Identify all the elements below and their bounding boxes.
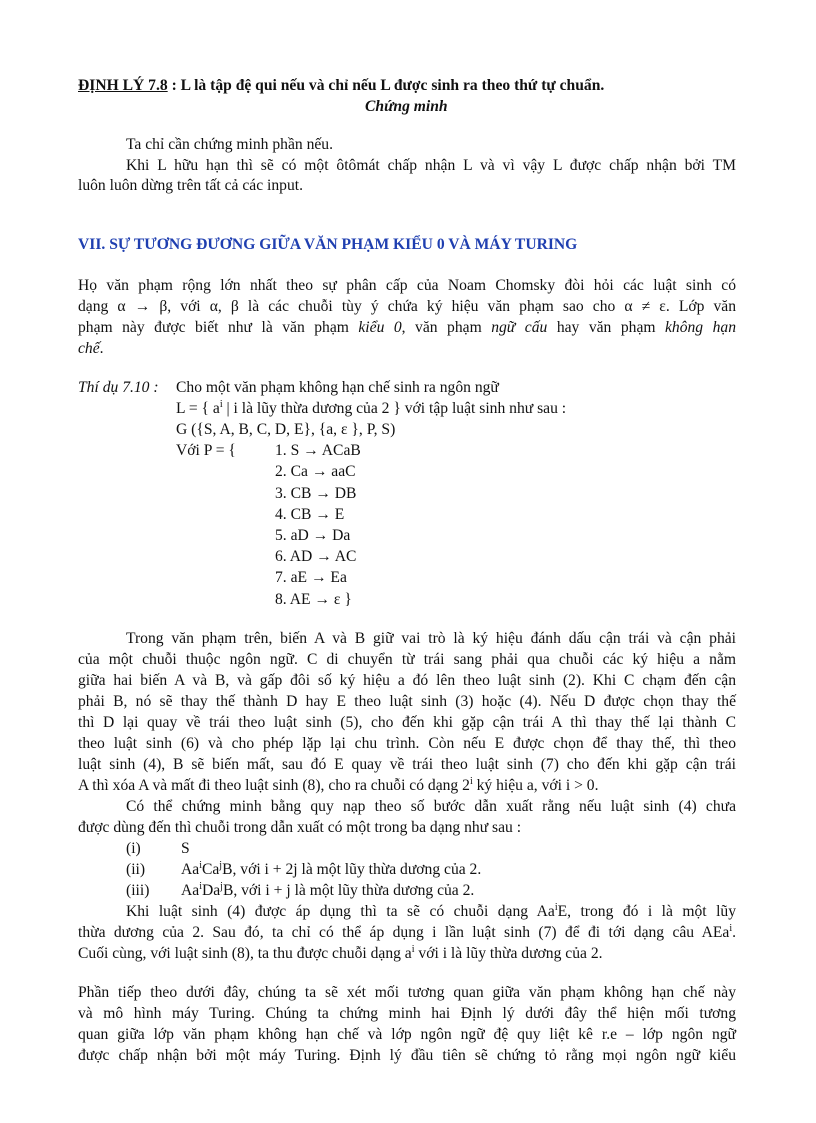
theorem-line (78, 76, 604, 96)
form-text: Ca (201, 861, 220, 878)
rule-6: 6. AD → AC (275, 548, 357, 565)
lang-sup: i (219, 398, 223, 410)
lang-text: L = { a (176, 400, 220, 417)
term-che: chế (78, 340, 100, 357)
intro-line-1: Họ văn phạm rộng lớn nhất theo sự phân cấp của Noam Chomsky đòi hỏi các luật sinh có (78, 277, 736, 294)
form-1 (181, 839, 190, 859)
intro-line-3 (78, 318, 736, 338)
theorem-label: ĐỊNH LÝ 7.8 (78, 77, 168, 94)
closing-line-4: được chấp nhận bởi một máy Turing. Định lý đầu tiên sẽ chứng tỏ rằng mọi ngôn ngữ kiểu (78, 1047, 736, 1064)
proof-line-3: luôn luôn dừng trên tất cả các input. (78, 177, 303, 194)
form-num-3: (iii) (126, 882, 150, 899)
p2-line-2: được dùng đến thì chuỗi trong dẫn xuất có một trong ba dạng như sau : (78, 819, 522, 836)
p3-sup: i (729, 922, 733, 934)
rule-7: 7. aE → Ea (275, 569, 347, 586)
rule-5: 5. aD → Da (275, 527, 351, 544)
form-sup: j (219, 859, 223, 871)
theorem-statement: : L là tập đệ qui nếu và chỉ nếu L được sinh ra theo thứ tự chuẩn. (167, 77, 605, 94)
p1-line-6: theo luật sinh (6) và cho phép lặp lại chu trình. Còn nếu E được chọn để thay thế, thì theo (78, 735, 736, 752)
term-kieu-0: kiểu 0 (358, 319, 402, 336)
intro-text: . (99, 340, 104, 357)
p1-line-8 (78, 776, 598, 796)
p3-text: E, trong đó i là một lũy (557, 903, 736, 920)
p3-text: với i là lũy thừa dương của 2. (414, 945, 603, 962)
closing-line-1: Phần tiếp theo dưới đây, chúng ta sẽ xét mối tương quan giữa văn phạm không hạn chế này (78, 984, 736, 1001)
form-text: Da (201, 882, 221, 899)
form-3 (181, 881, 474, 901)
p3-text: . (732, 924, 736, 941)
rule-4: 4. CB → E (275, 506, 345, 523)
example-language (176, 399, 566, 419)
form-text: B, với i + 2j là một lũy thừa dương của 2. (222, 861, 482, 878)
proof-title: Chứng minh (365, 98, 448, 115)
form-text: B, với i + j là một lũy thừa dương của 2. (222, 882, 475, 899)
intro-text: , văn phạm (401, 319, 492, 336)
proof-line-2: Khi L hữu hạn thì sẽ có một ôtômát chấp nhận L và vì vậy L được chấp nhận bởi TM (126, 157, 736, 174)
p1-line-4: phải B, nó sẽ thay thế thành D hay E theo luật sinh (3) hoặc (4). Nếu D được chọn thay thế (78, 693, 736, 710)
p3-text: thừa dương của 2. Sau đó, ta chỉ có thể áp dụng i lần luật sinh (7) để đi tới dạng câu AEa (78, 924, 730, 941)
p3-sup: i (554, 901, 558, 913)
p1-line-1: Trong văn phạm trên, biến A và B giữ vai trò là ký hiệu đánh dấu cận trái và cận phải (126, 630, 736, 647)
closing-line-3: quan giữa lớp văn phạm không hạn chế và lớp ngôn ngữ đệ quy liệt kê r.e – lớp ngôn ngữ (78, 1026, 736, 1043)
proof-line-1: Ta chỉ cần chứng minh phần nếu. (126, 136, 333, 153)
example-p-label: Với P = { (176, 442, 236, 459)
section-heading: VII. SỰ TƯƠNG ĐƯƠNG GIỮA VĂN PHẠM KIỂU 0 VÀ MÁY TURING (78, 236, 578, 253)
form-text: Aa (181, 882, 200, 899)
p3-sup: i (411, 943, 415, 955)
p3-text: Khi luật sinh (4) được áp dụng thì ta sẽ có chuỗi dạng Aa (126, 903, 555, 920)
form-sup: i (199, 880, 202, 892)
form-sup: j (220, 880, 223, 892)
rule-8: 8. AE → ε } (275, 591, 352, 608)
p1-sup: i (469, 775, 473, 787)
form-num-1: (i) (126, 840, 141, 857)
p1-line-2: của một chuỗi thuộc ngôn ngữ. C di chuyển từ trái sang phải qua chuỗi các ký hiệu a nằm (78, 651, 736, 668)
p3-line-2 (78, 923, 736, 943)
form-text: Aa (181, 861, 200, 878)
intro-text: hay văn phạm (547, 319, 665, 336)
term-khong-han: không hạn (665, 319, 736, 336)
form-text: S (181, 840, 190, 857)
p1-text: ký hiệu a, với i > 0. (472, 777, 599, 794)
form-2 (181, 860, 481, 880)
p2-line-1: Có thể chứng minh bằng quy nạp theo số bước dẫn xuất rằng nếu luật sinh (4) chưa (126, 798, 736, 815)
intro-line-2: dạng α → β, với α, β là các chuỗi tùy ý chứa ký hiệu văn phạm sao cho α ≠ ε. Lớp văn (78, 298, 736, 315)
rule-2: 2. Ca → aaC (275, 463, 356, 480)
p3-text: Cuối cùng, với luật sinh (8), ta thu được chuỗi dạng a (78, 945, 412, 962)
form-num-2: (ii) (126, 861, 146, 878)
rule-3: 3. CB → DB (275, 485, 357, 502)
p3-line-3 (78, 944, 603, 964)
p1-line-3: giữa hai biến A và B, và gấp đôi số ký hiệu a đó lên theo luật sinh (2). Khi C chạm đến cận (78, 672, 736, 689)
p1-line-5: thì D lại quay về trái theo luật sinh (5), cho đến khi gặp cận trái A thì thay thế lại thành C (78, 714, 736, 731)
example-grammar: G ({S, A, B, C, D, E}, {a, ε }, P, S) (176, 421, 396, 438)
closing-line-2: và mô hình máy Turing. Chúng ta chứng minh hai Định lý dưới đây thể hiện mối tương (78, 1005, 736, 1022)
lang-text: | i là lũy thừa dương của 2 } với tập luật sinh như sau : (222, 400, 567, 417)
example-label: Thí dụ 7.10 : (78, 379, 159, 396)
p1-line-7: luật sinh (4), B sẽ biến mất, sau đó E quay về trái theo luật sinh (7) cho đến khi gặp cận trái (78, 756, 736, 773)
form-sup: i (199, 859, 202, 871)
intro-text: phạm này được biết như là văn phạm (78, 319, 359, 336)
p3-line-1 (126, 902, 736, 922)
rule-1: 1. S → ACaB (275, 442, 361, 459)
example-text: Cho một văn phạm không hạn chế sinh ra ngôn ngữ (176, 379, 499, 396)
intro-line-4 (78, 339, 104, 359)
p1-text: A thì xóa A và mất đi theo luật sinh (8), cho ra chuỗi có dạng 2 (78, 777, 470, 794)
term-ngu-cau: ngữ cấu (491, 319, 548, 336)
